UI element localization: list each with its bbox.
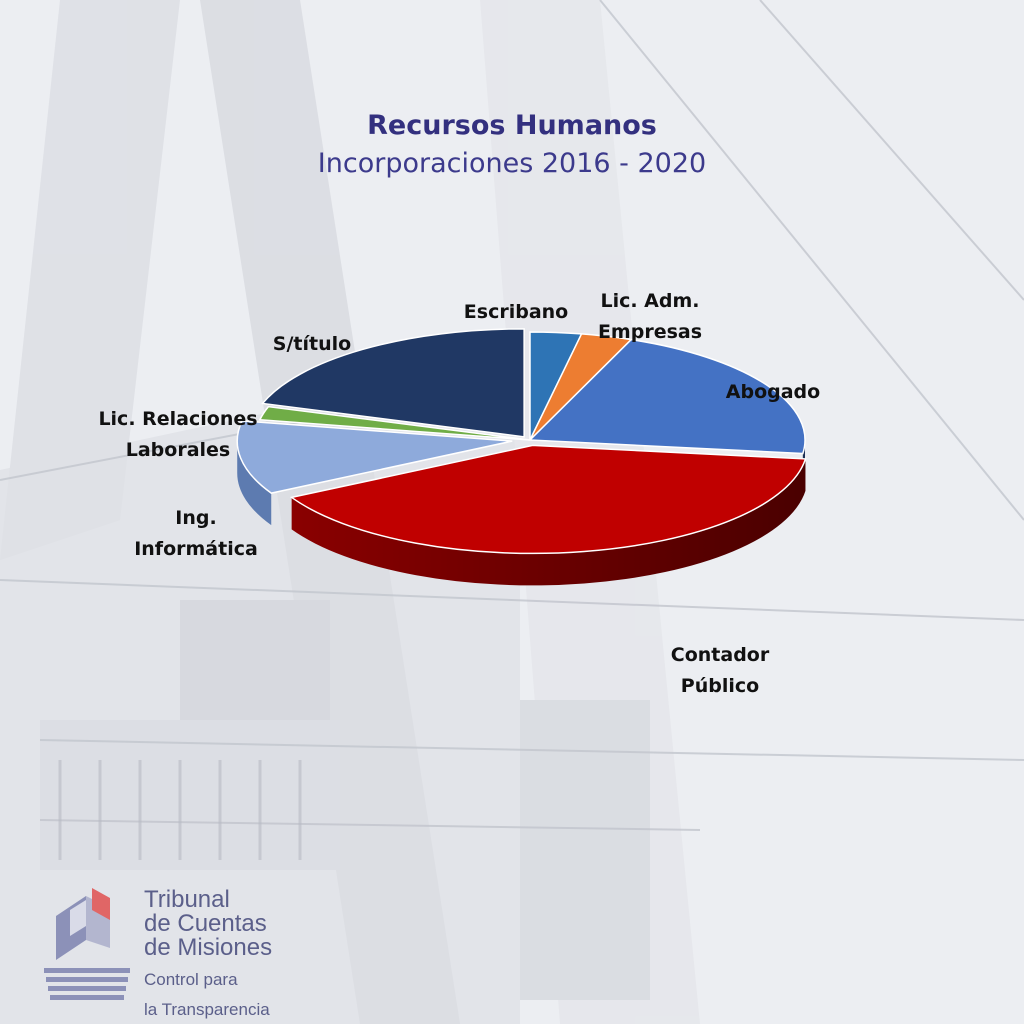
slice-label-contador: Contador Público: [670, 644, 770, 697]
chart-subtitle: Incorporaciones 2016 - 2020: [317, 148, 707, 179]
tagline-line-1: Control para: [144, 970, 238, 989]
slice-label-sin-titulo: S/título: [272, 333, 352, 355]
slice-label-lic-adm: Lic. Adm. Empresas: [597, 290, 703, 343]
org-name-line-3: de Misiones: [144, 934, 273, 961]
chart-title: Recursos Humanos: [367, 110, 657, 141]
logo-text: [144, 888, 272, 1020]
org-name-line-2: de Cuentas: [144, 910, 267, 937]
tagline-line-2: la Transparencia: [144, 1000, 270, 1019]
slice-label-lic-rel: Lic. Relaciones Laborales: [98, 408, 258, 461]
slice-label-abogado: Abogado: [725, 381, 821, 403]
slice-label-ing-info: Ing. Informática: [134, 507, 258, 560]
org-name-line-1: Tribunal: [144, 886, 230, 913]
slice-label-escribano: Escribano: [463, 301, 569, 323]
